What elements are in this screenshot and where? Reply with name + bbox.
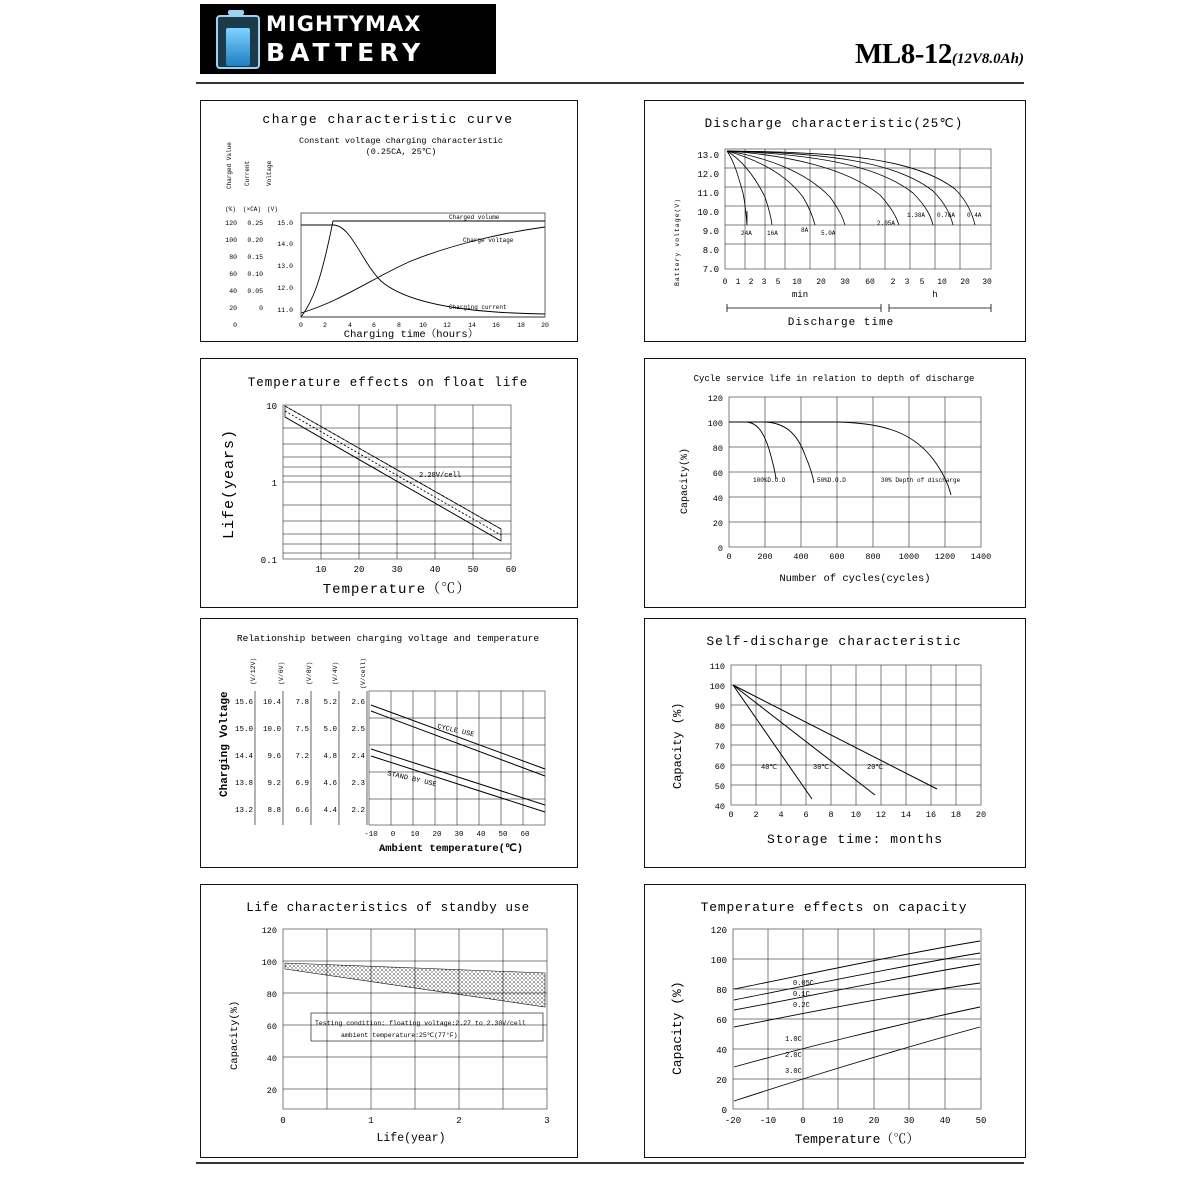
ytick-6: 0 <box>721 1106 727 1116</box>
xtick-2: 10 <box>410 831 420 839</box>
yaxis-label: Capacity(%) <box>229 1000 241 1070</box>
curve-label-2.05A: 2.05A <box>877 220 896 227</box>
curve-label-0.76A: 0.76A <box>937 212 956 219</box>
ytick-3: 80 <box>714 722 725 732</box>
xaxis-label: Number of cycles(cycles) <box>779 573 931 585</box>
xtick-min-3: 3 <box>761 278 767 287</box>
xaxis-label: Storage time: months <box>766 832 944 847</box>
annotation-voltage-per-cell: 2.28V/cell <box>419 472 462 480</box>
chart-title: Self-discharge characteristic <box>706 634 962 649</box>
chart-charge-characteristic-curve <box>200 100 578 342</box>
curve-label-30c: 30℃ <box>813 764 830 772</box>
model-spec: (12V8.0Ah) <box>951 51 1024 67</box>
yaxis-label: Charging Voltage <box>219 691 231 797</box>
ytick-v8v-1: 7.5 <box>295 726 309 734</box>
axis-label-current: Current <box>244 160 251 186</box>
ytick-v6v-0: 10.4 <box>262 699 281 707</box>
ytick-6: 0 <box>717 544 723 554</box>
xaxis-label: Discharge time <box>787 317 895 329</box>
ytick-2: 90 <box>714 702 725 712</box>
xtick-7: 1400 <box>970 552 992 562</box>
xtick-min-6: 20 <box>816 278 826 287</box>
ytick-0: 10 <box>266 402 277 412</box>
xtick-2: 2 <box>456 1116 462 1126</box>
curve-label-8A: 8A <box>801 227 809 234</box>
xtick-h-3: 10 <box>937 278 947 287</box>
xtick-min-7: 30 <box>840 278 850 287</box>
ytick-v8v-0: 7.8 <box>295 699 309 707</box>
ytick-3: 60 <box>266 1022 277 1032</box>
xtick-1: 0 <box>390 831 396 839</box>
curve-standby-use-lower <box>371 756 545 812</box>
chart-title: Relationship between charging voltage and temperature <box>236 633 540 644</box>
axis-unit-voltage: (V) <box>267 206 278 213</box>
chart-charging-voltage-vs-temperature <box>200 618 578 868</box>
axis-unit-percent: (%) <box>225 206 236 213</box>
ytick-vcell-4: 2.2 <box>351 807 365 815</box>
ytick-3: 10.0 <box>697 208 719 218</box>
ytick-5: 20 <box>712 519 723 529</box>
ytick-v12v-3: 13.8 <box>234 780 253 788</box>
ytick-4: 40 <box>712 494 723 504</box>
chart-title: Discharge characteristic(25℃) <box>704 117 964 131</box>
xtick-5: 30 <box>903 1116 915 1126</box>
ytick-1: 12.0 <box>697 170 719 180</box>
xtick-h-1: 3 <box>904 278 910 287</box>
ytick-v-0: 15.0 <box>277 220 293 227</box>
ytick-v4v-3: 4.6 <box>323 780 337 788</box>
ytick-5: 20 <box>266 1086 277 1096</box>
xtick-4: 30 <box>454 831 464 839</box>
ytick-v6v-1: 10.0 <box>262 726 281 734</box>
brand-name-line2: BATTERY <box>266 38 426 67</box>
xtick-5: 10 <box>419 322 427 329</box>
xaxis-label: Ambient temperature(℃) <box>378 843 524 855</box>
ytick-v12v-2: 14.4 <box>234 753 253 761</box>
xtick-1: 20 <box>353 565 365 575</box>
ytick-5: 8.0 <box>702 246 719 256</box>
xtick-1: -10 <box>759 1116 777 1126</box>
axis-unit-current: (×CA) <box>243 206 262 213</box>
curve-label-5A: 5.0A <box>821 230 836 237</box>
xtick-10: 20 <box>541 322 549 329</box>
xtick-min-0: 0 <box>722 278 728 287</box>
chart-title: charge characteristic curve <box>262 112 514 127</box>
brand-name-line1: MIGHTYMAX <box>266 12 422 36</box>
xtick-4: 8 <box>397 322 401 329</box>
chart-title: Temperature effects on float life <box>247 376 529 390</box>
ytick-v6v-3: 9.2 <box>267 780 281 788</box>
curve-label-24A: 24A <box>741 230 752 237</box>
curve-label-30dod: 30% Depth of discharge <box>881 477 961 484</box>
ytick-0: 110 <box>709 662 725 672</box>
chart-temperature-effects-on-float-life <box>200 358 578 608</box>
xtick-6: 12 <box>443 322 451 329</box>
ytick-6: 7.0 <box>702 265 719 275</box>
xtick-0: 0 <box>299 322 303 329</box>
xtick-h-5: 30 <box>982 278 992 287</box>
ytick-7: 40 <box>714 802 725 812</box>
ytick-v4v-0: 5.2 <box>323 699 337 707</box>
xtick-10: 20 <box>975 810 987 820</box>
curve-charge-voltage <box>301 221 545 317</box>
ytick-cur-4: 0.05 <box>247 288 263 295</box>
xtick-1: 2 <box>323 322 327 329</box>
brand-logo <box>200 4 496 74</box>
xtick-6: 12 <box>875 810 887 820</box>
curve-label-40c: 40℃ <box>761 764 778 772</box>
xaxis-group-min: min <box>791 290 809 300</box>
xaxis-label: Temperature（℃） <box>794 1132 920 1147</box>
ytick-v8v-2: 7.2 <box>295 753 309 761</box>
curve-label-0.4A: 0.4A <box>967 212 982 219</box>
footer-divider <box>196 1162 1024 1164</box>
xtick-3: 6 <box>372 322 376 329</box>
chart-cycle-service-life <box>644 358 1026 608</box>
ytick-vcell-1: 2.5 <box>351 726 365 734</box>
xtick-0: 0 <box>726 552 732 562</box>
yaxis-unit-0: (V/12V) <box>250 657 257 685</box>
yaxis-unit-2: (V/8V) <box>306 661 313 685</box>
ytick-2: 11.0 <box>697 189 719 199</box>
chart-title: Temperature effects on capacity <box>700 900 968 915</box>
ytick-pct-6: 0 <box>233 322 237 329</box>
ytick-pct-1: 100 <box>225 237 237 244</box>
ytick-v12v-0: 15.6 <box>234 699 253 707</box>
ytick-pct-0: 120 <box>225 220 237 227</box>
ytick-pct-3: 60 <box>229 271 237 278</box>
ytick-2: 0.1 <box>260 556 277 566</box>
yaxis-label: Capacity (%) <box>671 702 685 789</box>
xaxis-label: Charging time（hours） <box>343 329 479 339</box>
curve-40c <box>733 685 812 799</box>
ytick-pct-5: 20 <box>229 305 237 312</box>
ytick-4: 70 <box>714 742 725 752</box>
curve-label-16A: 16A <box>767 230 778 237</box>
yaxis-unit-4: (V/cell) <box>360 657 367 689</box>
xtick-0: 10 <box>315 565 327 575</box>
xtick-min-5: 10 <box>792 278 802 287</box>
note-line-1: Testing condition: floating voltage:2.27 to 2.30V/cell <box>315 1020 526 1027</box>
page-header <box>0 0 1200 88</box>
ytick-cur-3: 0.10 <box>247 271 263 278</box>
chart-subtitle: Constant voltage charging characteristic <box>298 136 504 146</box>
curve-label-02c: 0.2C <box>793 1002 810 1010</box>
xtick-3: 600 <box>829 552 845 562</box>
yaxis-label: Life(years) <box>221 428 238 539</box>
ytick-cur-0: 0.25 <box>247 220 263 227</box>
xtick-3: 6 <box>803 810 809 820</box>
curve-005c <box>734 941 980 989</box>
xtick-2: 4 <box>778 810 784 820</box>
model-label <box>855 38 1024 71</box>
ytick-0: 120 <box>707 394 723 404</box>
ytick-v4v-2: 4.8 <box>323 753 337 761</box>
ytick-1: 100 <box>709 682 725 692</box>
curve-label-100dod: 100%D.O.D <box>753 477 786 484</box>
xtick-7: 14 <box>468 322 476 329</box>
xtick-0: -10 <box>364 831 378 839</box>
ytick-cur-5: 0 <box>259 305 263 312</box>
xtick-7: 60 <box>520 831 530 839</box>
curve-30c <box>734 1027 980 1101</box>
yaxis-label: Capacity(%) <box>680 447 691 514</box>
curve-20c <box>733 685 937 789</box>
ytick-5: 20 <box>716 1076 727 1086</box>
xtick-h-2: 5 <box>919 278 925 287</box>
xtick-2: 400 <box>793 552 809 562</box>
xtick-2: 30 <box>391 565 403 575</box>
xtick-8: 16 <box>925 810 937 820</box>
yaxis-unit-1: (V/6V) <box>278 661 285 685</box>
yaxis-label: Capacity (%) <box>670 981 685 1075</box>
ytick-pct-2: 80 <box>229 254 237 261</box>
chart-life-characteristics-standby-use <box>200 884 578 1158</box>
chart-self-discharge-characteristic <box>644 618 1026 868</box>
curve-label-005c: 0.05C <box>793 980 815 988</box>
chart-title: Cycle service life in relation to depth of discharge <box>693 374 975 384</box>
xtick-6: 40 <box>939 1116 951 1126</box>
ytick-vcell-3: 2.3 <box>351 780 365 788</box>
xtick-9: 18 <box>950 810 962 820</box>
ytick-cur-1: 0.20 <box>247 237 263 244</box>
xtick-4: 20 <box>868 1116 880 1126</box>
ytick-5: 60 <box>714 762 725 772</box>
xtick-h-4: 20 <box>960 278 970 287</box>
ytick-3: 60 <box>712 469 723 479</box>
ytick-4: 9.0 <box>702 227 719 237</box>
ytick-pct-4: 40 <box>229 288 237 295</box>
ytick-v12v-4: 13.2 <box>234 807 253 815</box>
xtick-5: 40 <box>476 831 486 839</box>
xtick-3: 3 <box>544 1116 550 1126</box>
curve-label-20c: 20℃ <box>867 764 884 772</box>
ytick-v-2: 13.0 <box>277 263 293 270</box>
xtick-1: 200 <box>757 552 773 562</box>
ytick-0: 120 <box>710 926 727 936</box>
xtick-3: 40 <box>429 565 441 575</box>
ytick-v4v-1: 5.0 <box>323 726 337 734</box>
xtick-h-0: 2 <box>890 278 896 287</box>
ytick-cur-2: 0.15 <box>247 254 263 261</box>
curve-cycle-use-lower <box>371 711 545 776</box>
xaxis-label: Life(year) <box>376 1132 446 1145</box>
ytick-2: 80 <box>716 986 727 996</box>
curve-label-1.38A: 1.38A <box>907 212 926 219</box>
xtick-min-8: 60 <box>865 278 875 287</box>
curve-cycle-use-upper <box>371 705 545 769</box>
ytick-v-4: 11.0 <box>277 307 293 314</box>
ytick-4: 40 <box>266 1054 277 1064</box>
xtick-4: 8 <box>828 810 834 820</box>
ytick-1: 100 <box>707 419 723 429</box>
curve-label-30c: 3.0C <box>785 1068 802 1076</box>
xtick-min-2: 2 <box>748 278 754 287</box>
ytick-1: 100 <box>710 956 727 966</box>
ytick-vcell-0: 2.6 <box>351 699 365 707</box>
xtick-2: 4 <box>348 322 352 329</box>
ytick-v4v-4: 4.4 <box>323 807 337 815</box>
chart-discharge-characteristic <box>644 100 1026 342</box>
ytick-4: 40 <box>716 1046 727 1056</box>
curve-30c <box>733 685 875 795</box>
xtick-5: 1000 <box>898 552 920 562</box>
ytick-v6v-2: 9.6 <box>267 753 281 761</box>
yaxis-label: Battery voltage(V) <box>674 197 681 286</box>
xtick-5: 10 <box>850 810 862 820</box>
annotation-charge-voltage: Charge voltage <box>463 237 514 244</box>
ytick-v8v-3: 6.9 <box>295 780 309 788</box>
ytick-v6v-4: 8.8 <box>267 807 281 815</box>
xtick-8: 16 <box>492 322 500 329</box>
xtick-5: 60 <box>505 565 517 575</box>
model-number: ML8-12 <box>855 38 952 70</box>
ytick-3: 60 <box>716 1016 727 1026</box>
curve-label-20c: 2.0C <box>785 1052 802 1060</box>
ytick-0: 120 <box>261 926 277 936</box>
xtick-0: 0 <box>728 810 734 820</box>
xtick-4: 800 <box>865 552 881 562</box>
xtick-1: 1 <box>368 1116 374 1126</box>
ytick-2: 80 <box>712 444 723 454</box>
chart-subtitle2: (0.25CA, 25℃) <box>365 147 437 157</box>
xtick-0: 0 <box>280 1116 286 1126</box>
xtick-min-4: 5 <box>775 278 781 287</box>
xtick-min-1: 1 <box>735 278 741 287</box>
ytick-6: 50 <box>714 782 725 792</box>
curve-label-cycle-use: CYCLE USE <box>436 723 475 740</box>
chart-temperature-effects-on-capacity <box>644 884 1026 1158</box>
xtick-4: 50 <box>467 565 479 575</box>
curve-label-01c: 0.1C <box>793 991 810 999</box>
xtick-3: 10 <box>832 1116 844 1126</box>
xtick-6: 50 <box>498 831 508 839</box>
curve-label-10c: 1.0C <box>785 1036 802 1044</box>
xtick-7: 50 <box>975 1116 987 1126</box>
annotation-charging-current: Charging current <box>449 304 507 311</box>
curve-10c <box>734 983 980 1027</box>
xtick-7: 14 <box>900 810 912 820</box>
chart-title: Life characteristics of standby use <box>246 901 530 915</box>
xtick-0: -20 <box>724 1116 742 1126</box>
yaxis-unit-3: (V/4V) <box>332 661 339 685</box>
axis-label-voltage: Voltage <box>266 160 273 186</box>
ytick-v12v-1: 15.0 <box>234 726 253 734</box>
ytick-1: 1 <box>271 479 277 489</box>
xtick-2: 0 <box>800 1116 806 1126</box>
ytick-v8v-4: 6.6 <box>295 807 309 815</box>
ytick-0: 13.0 <box>697 151 719 161</box>
header-divider <box>196 82 1024 84</box>
xaxis-label: Temperature（℃） <box>322 582 472 598</box>
xtick-6: 1200 <box>934 552 956 562</box>
curve-label-standby-use: STAND BY USE <box>386 770 438 790</box>
ytick-v-3: 12.0 <box>277 285 293 292</box>
ytick-1: 100 <box>261 958 277 968</box>
xtick-3: 20 <box>432 831 442 839</box>
xtick-9: 18 <box>517 322 525 329</box>
battery-icon <box>214 10 258 66</box>
xaxis-group-h: h <box>932 290 938 300</box>
ytick-v-1: 14.0 <box>277 241 293 248</box>
axis-label-charged-value: Charged Value <box>226 142 233 189</box>
xtick-1: 2 <box>753 810 759 820</box>
ytick-vcell-2: 2.4 <box>351 753 365 761</box>
note-line-2: ambient temperature:25℃(77°F) <box>341 1032 458 1039</box>
curve-01c <box>734 953 980 1000</box>
curve-label-50dod: 50%D.O.D <box>817 477 846 484</box>
ytick-2: 80 <box>266 990 277 1000</box>
curve-100-dod <box>729 422 776 479</box>
annotation-charged-volume: Charged volume <box>449 214 500 221</box>
